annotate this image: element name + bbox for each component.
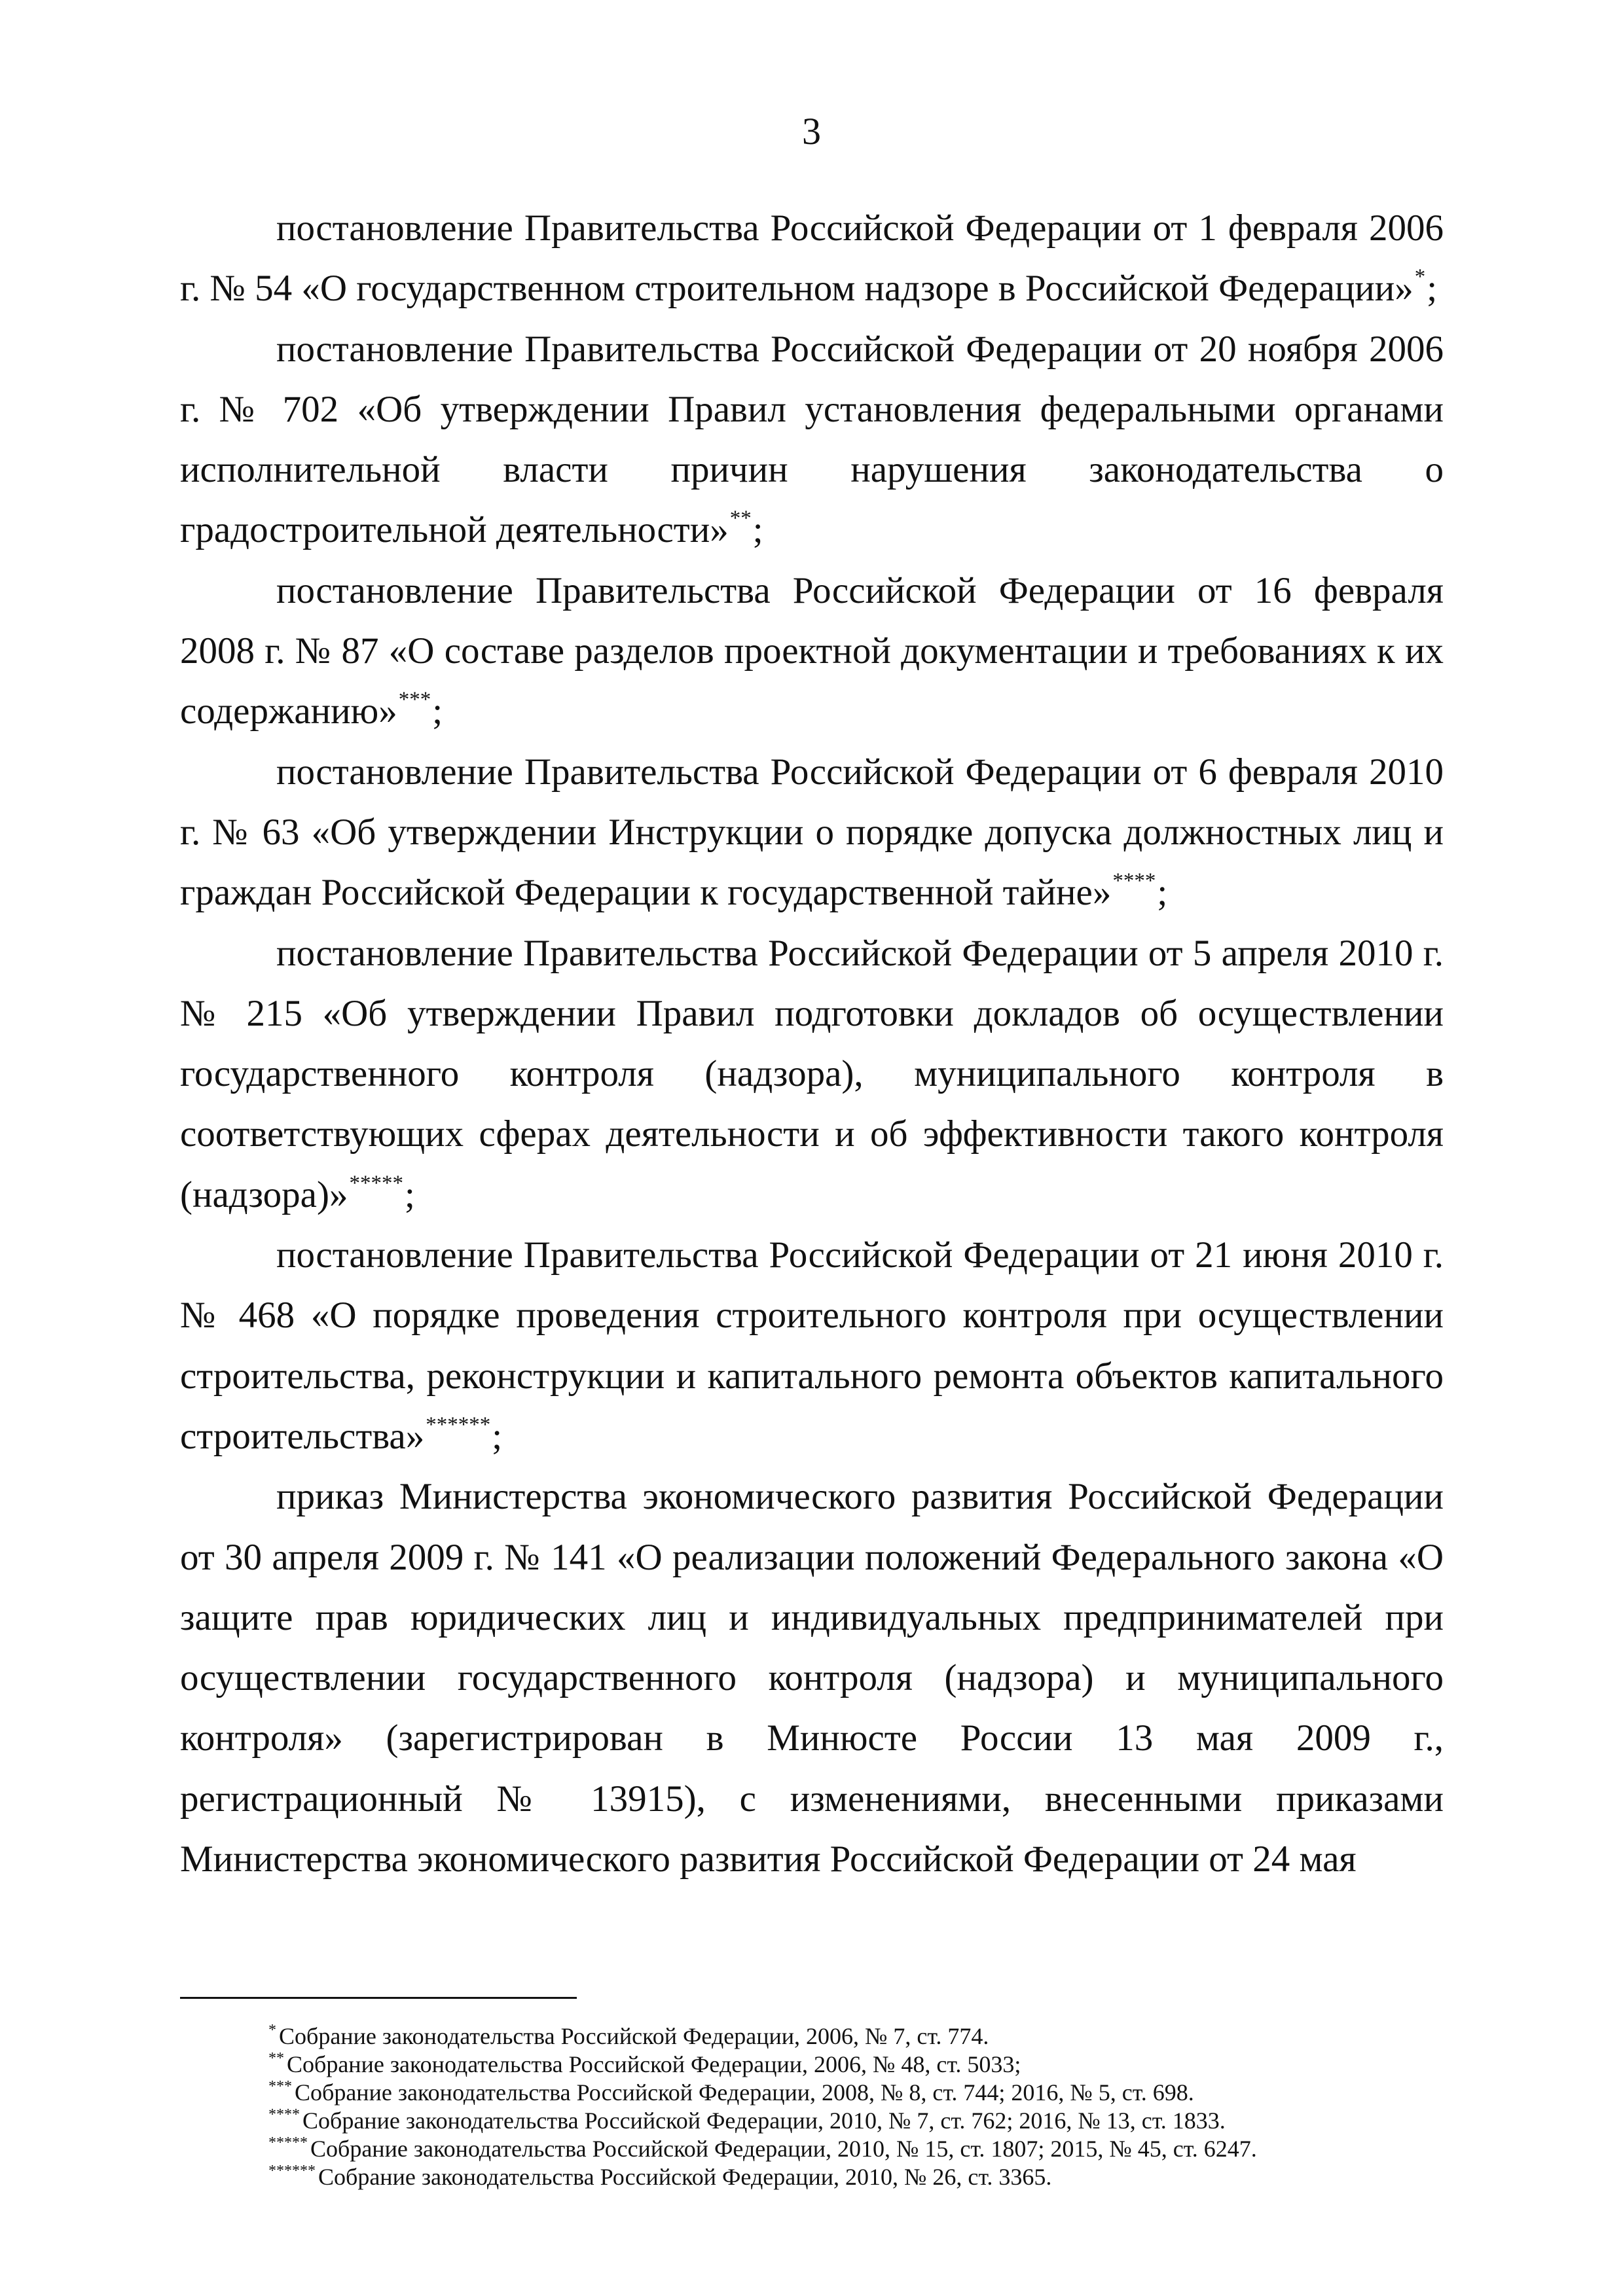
footnote-marker: ** [268, 2050, 284, 2067]
footnote-ref: ** [729, 507, 752, 531]
footnote-4 [268, 2107, 1447, 2135]
paragraph-1 [180, 198, 1444, 319]
footnote-text: Собрание законодательства Российской Федерации, 2008, № 8, ст. 744; 2016, № 5, ст. 698. [295, 2079, 1194, 2106]
footnote-marker: *** [268, 2078, 292, 2095]
paragraph-text: постановление Правительства Российской Федерации от 5 апреля 2010 г. № 215 «Об утверждении Правил подготовки докладов об осуществлении государственного контроля (надзора), муниципального контроля в соответствующих сферах деятельности и об эффективности такого контроля (надзора)» [180, 932, 1444, 1215]
paragraph-end: ; [1157, 872, 1168, 914]
footnote-ref: ***** [349, 1171, 403, 1195]
footnote-5 [268, 2135, 1447, 2163]
paragraph-end: ; [432, 691, 443, 732]
footnote-marker: **** [268, 2106, 300, 2123]
paragraph-end: ; [752, 509, 763, 551]
footnote-text: Собрание законодательства Российской Федерации, 2010, № 26, ст. 3365. [318, 2164, 1052, 2190]
paragraph-text: постановление Правительства Российской Федерации от 1 февраля 2006 г. № 54 «О государственном строительном надзоре в Российской Федерации» [180, 207, 1444, 310]
page-number: 3 [802, 110, 821, 152]
footnote-6 [268, 2163, 1447, 2191]
footnote-text: Собрание законодательства Российской Федерации, 2006, № 7, ст. 774. [279, 2023, 989, 2049]
footnote-3 [268, 2079, 1447, 2107]
paragraph-text: постановление Правительства Российской Федерации от 21 июня 2010 г. № 468 «О порядке проведения строительного контроля при осуществлении строительства, реконструкции и капитального ремонта объектов капитального строительства» [180, 1234, 1444, 1457]
paragraph-end: ; [492, 1415, 503, 1457]
footnote-ref: * [1414, 265, 1426, 289]
footnote-ref: *** [398, 688, 431, 712]
footnote-text: Собрание законодательства Российской Федерации, 2010, № 7, ст. 762; 2016, № 13, ст. 1833. [302, 2108, 1226, 2134]
footnotes [268, 2022, 1447, 2191]
footnote-1 [268, 2022, 1447, 2051]
footnote-ref: ****** [426, 1412, 491, 1437]
footnote-2 [268, 2051, 1447, 2079]
footnote-text: Собрание законодательства Российской Федерации, 2010, № 15, ст. 1807; 2015, № 45, ст. 6247. [310, 2136, 1257, 2162]
paragraph-text: постановление Правительства Российской Федерации от 16 февраля 2008 г. № 87 «О составе разделов проектной документации и требованиях к их содержанию» [180, 569, 1444, 732]
body-text [180, 198, 1444, 1890]
paragraph-4 [180, 742, 1444, 924]
footnote-ref: **** [1112, 869, 1156, 893]
paragraph-text: постановление Правительства Российской Федерации от 6 февраля 2010 г. № 63 «Об утверждении Инструкции о порядке допуска должностных лиц и граждан Российской Федерации к государственной тайне» [180, 751, 1444, 914]
paragraph-7 [180, 1467, 1444, 1890]
paragraph-text: приказ Министерства экономического развития Российской Федерации от 30 апреля 2009 г. № 141 «О реализации положений Федерального закона «О защите прав юридических лиц и индивидуальных предпринимателей при осуществлении государственного контроля (надзора) и муниципального контроля» (зарегистрирован в Минюсте России 13 мая 2009 г., регистрационный № 13915), с изменениями, внесенными приказами Министерства экономического развития Российской Федерации от 24 мая [180, 1476, 1444, 1880]
footnote-marker: ***** [268, 2134, 308, 2151]
footnote-marker: * [268, 2022, 276, 2039]
paragraph-text: постановление Правительства Российской Федерации от 20 ноября 2006 г. № 702 «Об утверждении Правил установления федеральными органами исполнительной власти причин нарушения законодательства о градостроительной деятельности» [180, 328, 1444, 551]
paragraph-6 [180, 1225, 1444, 1467]
footnote-marker: ****** [268, 2162, 316, 2179]
footnote-text: Собрание законодательства Российской Федерации, 2006, № 48, ст. 5033; [287, 2051, 1021, 2077]
paragraph-end: ; [404, 1174, 415, 1215]
paragraph-end: ; [1427, 268, 1438, 310]
paragraph-5 [180, 924, 1444, 1225]
paragraph-2 [180, 319, 1444, 561]
paragraph-3 [180, 561, 1444, 742]
footnote-divider [180, 1997, 577, 1999]
